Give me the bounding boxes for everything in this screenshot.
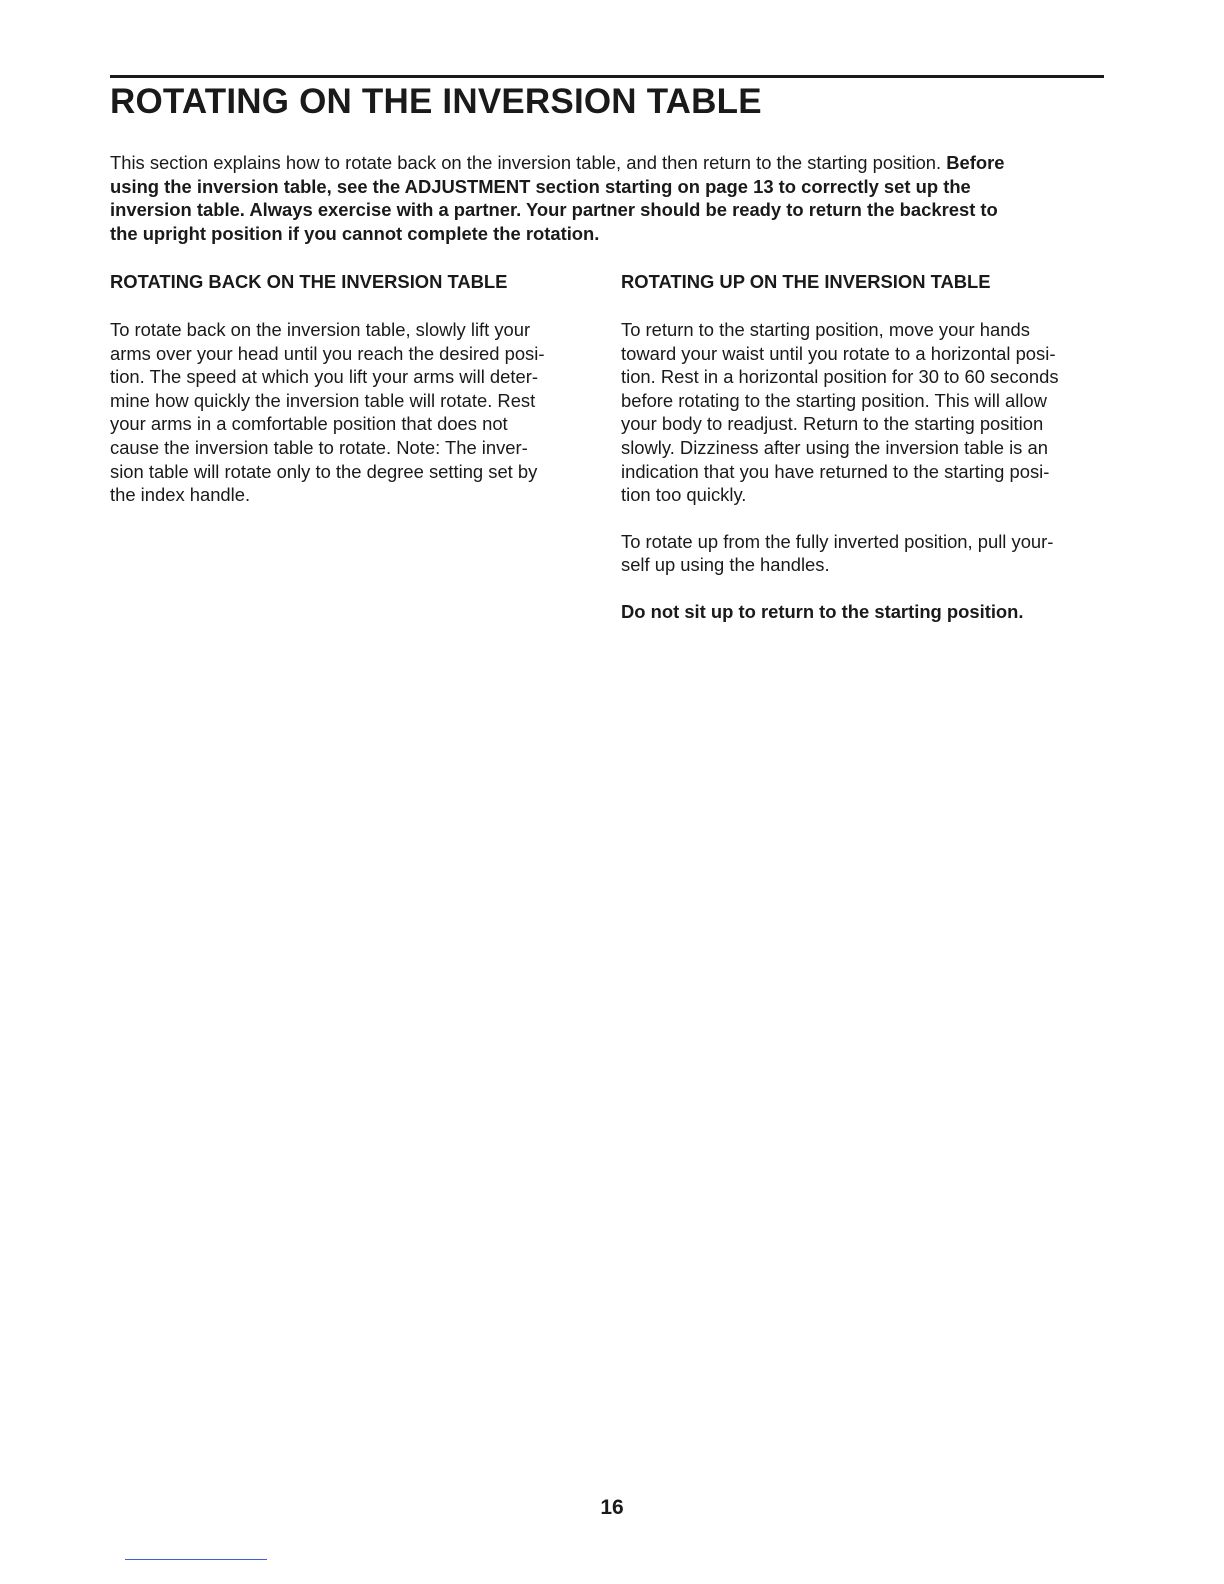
page-title: ROTATING ON THE INVERSION TABLE	[110, 82, 762, 121]
paragraph-line: To rotate back on the inversion table, slowly lift your	[110, 319, 531, 340]
fully-inverted-paragraph	[621, 530, 1111, 577]
right-column	[621, 270, 1111, 624]
intro-line: inversion table. Always exercise with a partner. Your partner should be ready to return the backrest to	[110, 199, 998, 221]
paragraph-line: before rotating to the starting position. This will allow	[621, 389, 1047, 411]
paragraph-line: indication that you have returned to the starting posi-	[621, 460, 1050, 482]
paragraph-line: the index handle.	[110, 484, 251, 506]
rotating-up-paragraph	[621, 318, 1111, 507]
paragraph-line: tion too quickly.	[621, 484, 747, 506]
intro-paragraph	[110, 151, 1110, 245]
rotating-back-paragraph	[110, 318, 610, 507]
paragraph-line: mine how quickly the inversion table will rotate. Rest	[110, 389, 536, 411]
bottom-underline-mark	[125, 1559, 267, 1560]
paragraph-line: sion table will rotate only to the degree setting set by	[110, 460, 538, 482]
intro-line	[110, 151, 1110, 175]
paragraph-line: tion. Rest in a horizontal position for 30 to 60 seconds	[621, 366, 1059, 388]
intro-line-text: This section explains how to rotate back on the inversion table, and then return to the starting position.	[110, 152, 947, 173]
paragraph-line: To rotate up from the fully inverted position, pull your-	[621, 530, 1054, 552]
warning-text: Do not sit up to return to the starting position.	[621, 600, 1024, 622]
right-column-heading: ROTATING UP ON THE INVERSION TABLE	[621, 271, 991, 292]
left-column	[110, 270, 610, 507]
paragraph-line: your body to readjust. Return to the starting position	[621, 413, 1044, 435]
paragraph-line: To return to the starting position, move your hands	[621, 319, 1030, 340]
paragraph-line: arms over your head until you reach the desired posi-	[110, 342, 545, 364]
intro-line: using the inversion table, see the ADJUSTMENT section starting on page 13 to correctly set up the	[110, 175, 971, 197]
paragraph-line: slowly. Dizziness after using the inversion table is an	[621, 436, 1048, 458]
paragraph-line: self up using the handles.	[621, 554, 830, 576]
intro-line-bold-text: Before	[946, 152, 1005, 173]
left-column-heading: ROTATING BACK ON THE INVERSION TABLE	[110, 271, 508, 292]
paragraph-line: your arms in a comfortable position that does not	[110, 413, 508, 435]
paragraph-line: cause the inversion table to rotate. Note: The inver-	[110, 436, 528, 458]
page-number: 16	[600, 1496, 624, 1519]
title-rule	[110, 75, 1104, 78]
intro-line: the upright position if you cannot complete the rotation.	[110, 222, 600, 244]
paragraph-line: toward your waist until you rotate to a horizontal posi-	[621, 342, 1056, 364]
paragraph-line: tion. The speed at which you lift your arms will deter-	[110, 366, 538, 388]
